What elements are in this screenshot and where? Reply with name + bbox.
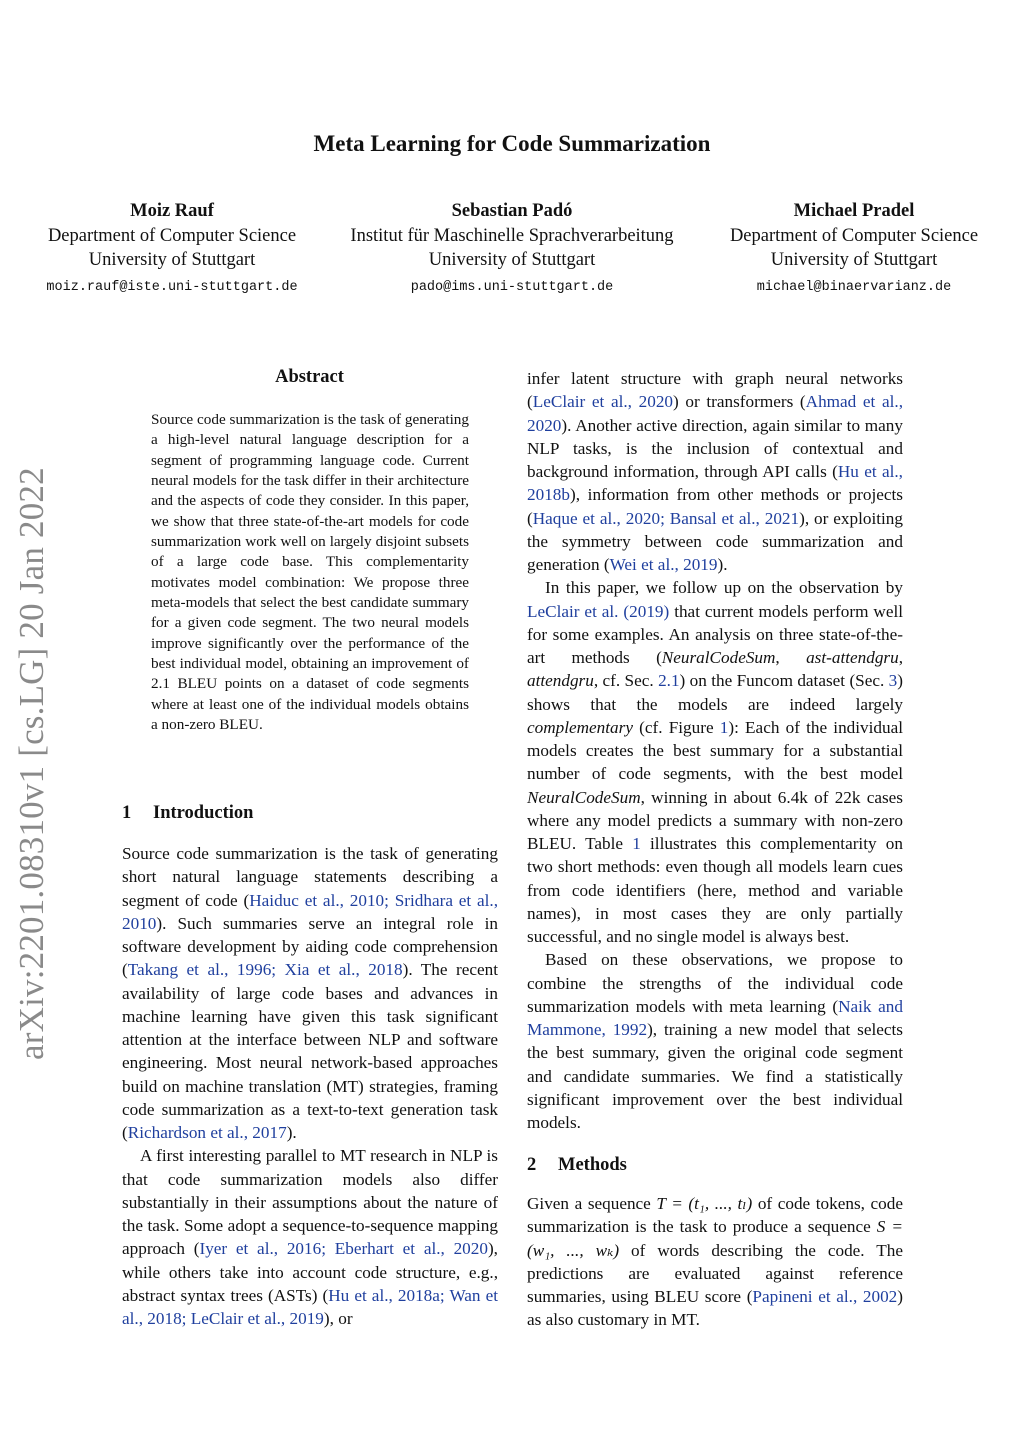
paragraph (527, 948, 903, 1134)
text-run: ) or transformers ( (673, 392, 806, 412)
text-run: Given a sequence (527, 1194, 657, 1213)
paragraph (122, 1144, 498, 1330)
author-email[interactable]: moiz.rauf@iste.uni-stuttgart.de (46, 279, 298, 295)
citation-link[interactable]: Haiduc et al., 2010; Sridhara et al., 2010 (122, 890, 499, 933)
paragraph (527, 1192, 903, 1332)
citation-link[interactable]: Naik and Mammone, 1992 (527, 996, 903, 1039)
author-block (704, 199, 1004, 300)
emphasis: complementary (527, 717, 633, 737)
text-run: ), information from other methods or projects ( (527, 485, 903, 528)
method-name: NeuralCodeSum (661, 648, 776, 667)
math-formula: T = (t₁, ..., tₗ) (656, 1194, 753, 1213)
text-run: ), while others take into account code structure, e.g., abstract syntax trees (ASTs) ( (122, 1239, 498, 1305)
text-run: ) shows that the models are indeed largely (527, 671, 903, 714)
section-heading-introduction (122, 803, 253, 824)
section-title: Methods (558, 1155, 627, 1175)
author-name: Moiz Rauf (130, 201, 214, 221)
citation-link[interactable]: Hu et al., 2018a; Wan et al., 2018; LeClair et al., 2019 (122, 1285, 498, 1328)
author-block (327, 199, 697, 300)
text-run: illustrates this complementarity on two short methods: even though all models learn cues from code identifiers (here, method and variable names), in most cases they are only partially successful, and no single model is always best. (527, 834, 903, 946)
author-affiliation: Institut für Maschinelle Sprachverarbeitung (350, 225, 674, 246)
text-run: , (775, 648, 807, 667)
citation-link[interactable]: Haque et al., 2020; Bansal et al., 2021 (532, 508, 800, 528)
author-email[interactable]: michael@binaervarianz.de (756, 279, 952, 295)
author-university: University of Stuttgart (428, 250, 596, 270)
text-run: In this paper, we follow up on the observation by (545, 578, 903, 598)
text-run: ) on the Funcom dataset (Sec. (679, 671, 889, 691)
math-formula: S = (w₁, ..., wₖ) (527, 1217, 903, 1260)
author-name: Sebastian Padó (451, 201, 573, 221)
method-name: ast-attendgru (806, 648, 899, 667)
text-run: ). (717, 555, 728, 574)
paragraph (122, 842, 498, 1144)
text-run: (cf. Figure (632, 717, 720, 737)
text-run: ). Another active direction, again similar to many NLP tasks, is the inclusion of contextual and background information, through API calls ( (527, 415, 903, 481)
abstract-text: Source code summarization is the task of generating a high-level natural language description for a segment of programming language code. Current neural models for the task differ in their architecture and the aspects of code they consider. In this paper, we show that three state-of-the-art models for code summarization work well on largely disjoint subsets of a large code base. This complementarity motivates model combination: We propose three meta-models that select the best candidate summary for a given code segment. The two neural models improve significantly over the performance of the best individual model, obtaining an improvement of 2.1 BLEU points on a dataset of code segments where at least one of the individual models obtains a non-zero BLEU. (151, 411, 469, 734)
section-ref-link[interactable]: 3 (888, 671, 898, 691)
text-run: , cf. Sec. (593, 671, 659, 691)
text-run: A first interesting parallel to MT research in NLP is that code summarization models also differ substantially in their assumptions about the nature of the task. Some adopt a sequence-to-sequence mapping approach ( (122, 1146, 498, 1259)
author-university: University of Stuttgart (770, 250, 938, 270)
text-run: ). The recent availability of large code bases and advances in machine learning have given this task significant attention at the interface between NLP and software engineering. Most neural network-based approaches build on machine translation (MT) strategies, framing code summarization as a text-to-text generation task ( (122, 960, 498, 1142)
citation-link[interactable]: LeClair et al. (2019) (527, 601, 670, 621)
introduction-left-column (122, 842, 498, 1330)
text-run: ): Each of the individual models creates the best summary for a substantial number of code segments, with the best model (527, 717, 903, 784)
citation-link[interactable]: Iyer et al., 2016; Eberhart et al., 2020 (199, 1239, 488, 1259)
text-run: , winning in about 6.4k of 22k cases where any model predicts a summary with non-zero BLEU. Table (527, 787, 903, 853)
text-run: Source code summarization is the task of generating short natural language statements describing a segment of code ( (122, 844, 498, 910)
citation-link[interactable]: Richardson et al., 2017 (127, 1123, 287, 1142)
text-run: ), or exploiting the symmetry between code summarization and generation ( (527, 508, 903, 574)
text-run: of words describing the code. The predictions are evaluated against reference summaries, using BLEU score ( (527, 1240, 903, 1306)
text-run: Based on these observations, we propose to combine the strengths of the individual code summarization models with meta learning ( (527, 950, 903, 1016)
method-name: attendgru (527, 671, 594, 691)
citation-link[interactable]: Papineni et al., 2002 (752, 1287, 898, 1306)
table-ref-link[interactable]: 1 (632, 834, 641, 853)
methods-column (527, 1192, 903, 1332)
text-run: infer latent structure with graph neural networks ( (527, 369, 903, 412)
author-university: University of Stuttgart (88, 250, 256, 270)
citation-link[interactable]: Takang et al., 1996; Xia et al., 2018 (127, 960, 403, 980)
arxiv-identifier-stamp[interactable]: arXiv:2201.08310v1 [cs.LG] 20 Jan 2022 (12, 467, 51, 1060)
text-run: ), or (323, 1309, 353, 1328)
author-email[interactable]: pado@ims.uni-stuttgart.de (410, 279, 614, 295)
text-run: ). (286, 1123, 297, 1142)
citation-link[interactable]: Hu et al., 2018b (527, 462, 903, 505)
paragraph (527, 576, 903, 948)
text-run: that current models perform well for some examples. An analysis on three state-of-the-art methods ( (527, 601, 903, 667)
author-affiliation: Department of Computer Science (47, 225, 297, 246)
paper-title: Meta Learning for Code Summarization (313, 131, 711, 156)
section-ref-link[interactable]: 2.1 (658, 671, 680, 691)
introduction-right-column (527, 367, 903, 1134)
section-number: 1 (122, 803, 132, 823)
citation-link[interactable]: LeClair et al., 2020 (532, 392, 674, 412)
figure-ref-link[interactable]: 1 (719, 717, 729, 737)
paragraph (527, 367, 903, 576)
section-heading-methods (527, 1155, 627, 1176)
citation-link[interactable]: Wei et al., 2019 (609, 555, 718, 574)
author-name: Michael Pradel (793, 201, 915, 221)
section-title: Introduction (153, 803, 254, 823)
text-run: , (898, 648, 903, 667)
text-run: ), training a new model that selects the best summary, given the original code segment and candidate summaries. We find a statistically significant improvement over the best individual models. (527, 1020, 903, 1132)
method-name: NeuralCodeSum (527, 787, 641, 807)
author-block (22, 199, 322, 300)
abstract-heading: Abstract (275, 367, 344, 387)
text-run: ) as also customary in MT. (527, 1287, 903, 1330)
author-affiliation: Department of Computer Science (729, 225, 979, 246)
section-number: 2 (527, 1155, 537, 1175)
text-run: ). Such summaries serve an integral role in software development by aiding code comprehension ( (122, 913, 498, 980)
text-run: of code tokens, code summarization is the task to produce a sequence (527, 1194, 903, 1237)
citation-link[interactable]: Ahmad et al., 2020 (527, 392, 903, 435)
